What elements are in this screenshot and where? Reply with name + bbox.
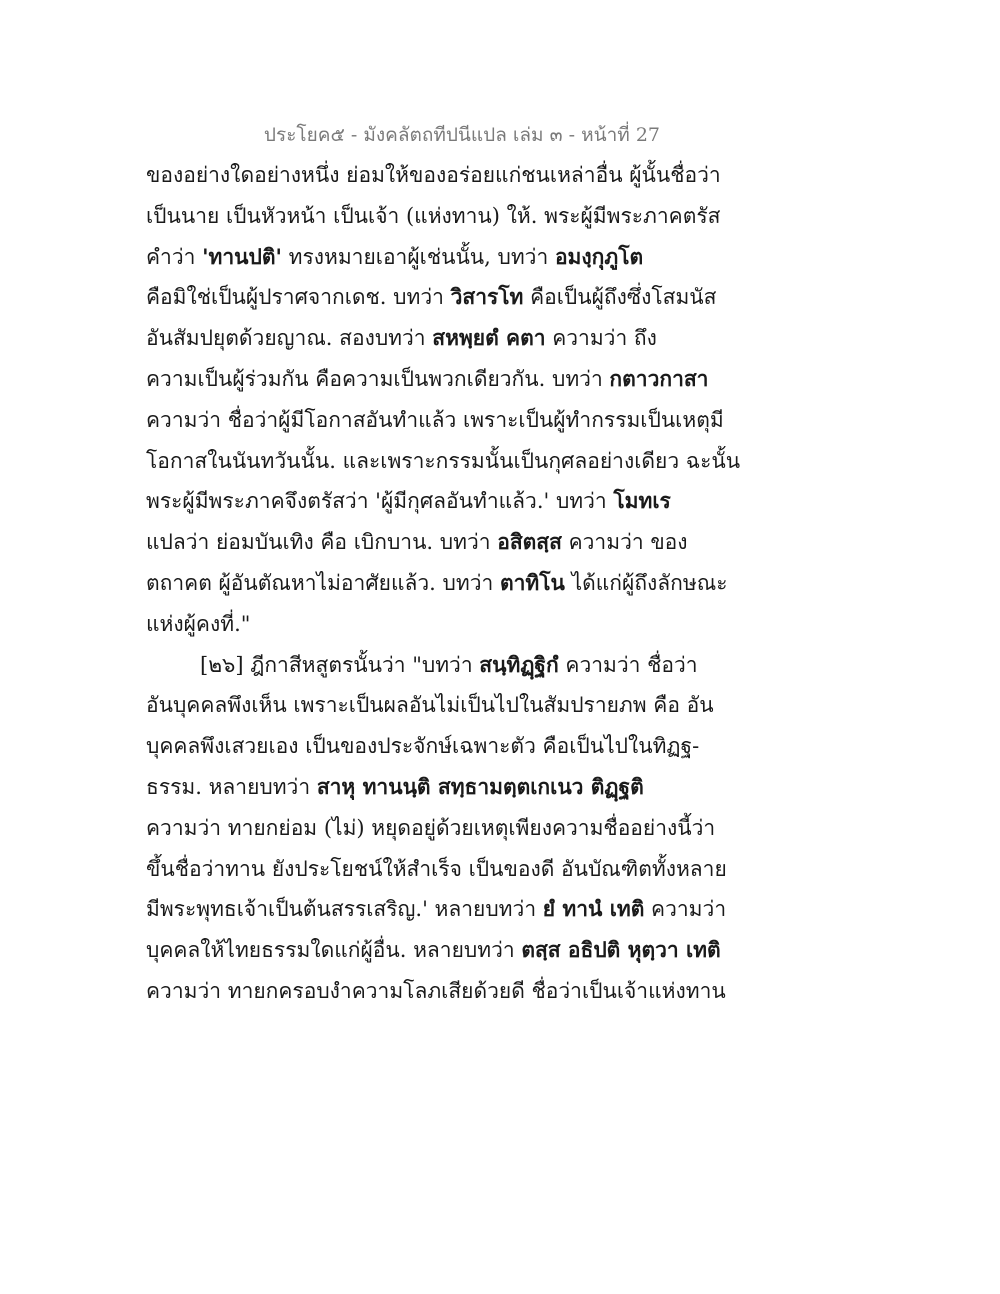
text-line: โอกาสในนันทวันนั้น. และเพราะกรรมนั้นเป็นกุศลอย่างเดียว ฉะนั้น — [146, 448, 741, 473]
text-line: บุคคลพึงเสวยเอง เป็นของประจักษ์เฉพาะตัว คือเป็นไปในทิฏฐ- — [146, 734, 700, 759]
pali-term: 'ทานปติ' — [202, 243, 282, 269]
text-line: ความว่า ทายกครอบงำความโลภเสียด้วยดี ชื่อว่าเป็นเจ้าแห่งทาน — [146, 978, 726, 1003]
pali-term: กตาวกาสา — [609, 365, 709, 391]
text-line: เป็นนาย เป็นหัวหน้า เป็นเจ้า (แห่งทาน) ให้. พระผู้มีพระภาคตรัส — [146, 203, 721, 228]
text-line: มีพระพุทธเจ้าเป็นต้นสรรเสริญ.' หลายบทว่า ยํ ทานํ เทติ ความว่า — [146, 896, 727, 922]
pali-term: วิสารโท — [450, 284, 524, 310]
text-line: อันบุคคลพึงเห็น เพราะเป็นผลอันไม่เป็นไปในสัมปรายภพ คือ อัน — [146, 693, 714, 718]
text-line: คำว่า 'ทานปติ' ทรงหมายเอาผู้เช่นนั้น, บทว่า อมงฺกุภูโต — [146, 243, 644, 269]
text-line: ความว่า ชื่อว่าผู้มีโอกาสอันทำแล้ว เพราะเป็นผู้ทำกรรมเป็นเหตุมี — [146, 407, 724, 432]
pali-term: ตสฺส อธิปติ หุตฺวา เทติ — [521, 937, 721, 963]
text-line: คือมิใช่เป็นผู้ปราศจากเดช. บทว่า วิสารโท คือเป็นผู้ถึงซึ่งโสมนัส — [146, 284, 717, 310]
text-line: ความเป็นผู้ร่วมกัน คือความเป็นพวกเดียวกัน. บทว่า กตาวกาสา — [146, 365, 709, 391]
pali-term: ตาทิโน — [499, 569, 565, 595]
page-header: ประโยค๕ - มังคลัตถทีปนีแปล เล่ม ๓ - หน้าที่ 27 — [263, 124, 660, 146]
pali-term: โมทเร — [613, 488, 671, 514]
pali-term: สนฺทิฏฺฐิกํ — [479, 651, 559, 677]
text-line: ตถาคต ผู้อันตัณหาไม่อาศัยแล้ว. บทว่า ตาทิโน ได้แก่ผู้ถึงลักษณะ — [146, 569, 728, 595]
pali-term: สาหุ ทานนฺติ สทฺธามตฺตเกเนว ติฏฺฐติ — [316, 773, 644, 799]
text-line: ความว่า ทายกย่อม (ไม่) หยุดอยู่ด้วยเหตุเพียงความชื่ออย่างนี้ว่า — [146, 815, 716, 840]
text-line: ขึ้นชื่อว่าทาน ยังประโยชน์ให้สำเร็จ เป็นของดี อันบัณฑิตทั้งหลาย — [146, 856, 727, 881]
text-line: ธรรม. หลายบทว่า สาหุ ทานนฺติ สทฺธามตฺตเกเนว ติฏฺฐติ — [146, 773, 644, 799]
body-text — [146, 155, 741, 1012]
text-line: แปลว่า ย่อมบันเทิง คือ เบิกบาน. บทว่า อสิตสฺส ความว่า ของ — [146, 529, 688, 555]
pali-term: อมงฺกุภูโต — [554, 243, 644, 269]
paragraph-start-line: [๒๖] ฎีกาสีหสูตรนั้นว่า "บทว่า สนฺทิฏฺฐิกํ ความว่า ชื่อว่า — [200, 651, 698, 677]
text-line: พระผู้มีพระภาคจึงตรัสว่า 'ผู้มีกุศลอันทำแล้ว.' บทว่า โมทเร — [146, 488, 671, 514]
pali-term: อสิตสฺส — [497, 529, 562, 555]
text-line: แห่งผู้คงที่." — [146, 611, 251, 636]
text-line: ของอย่างใดอย่างหนึ่ง ย่อมให้ของอร่อยแก่ชนเหล่าอื่น ผู้นั้นชื่อว่า — [146, 163, 721, 187]
text-line: อันสัมปยุตด้วยญาณ. สองบทว่า สหพฺยตํ คตา ความว่า ถึง — [146, 325, 657, 351]
text-line: บุคคลให้ไทยธรรมใดแก่ผู้อื่น. หลายบทว่า ตสฺส อธิปติ หุตฺวา เทติ — [146, 937, 721, 963]
pali-term: สหพฺยตํ คตา — [432, 325, 546, 351]
pali-term: ยํ ทานํ เทติ — [542, 896, 645, 922]
